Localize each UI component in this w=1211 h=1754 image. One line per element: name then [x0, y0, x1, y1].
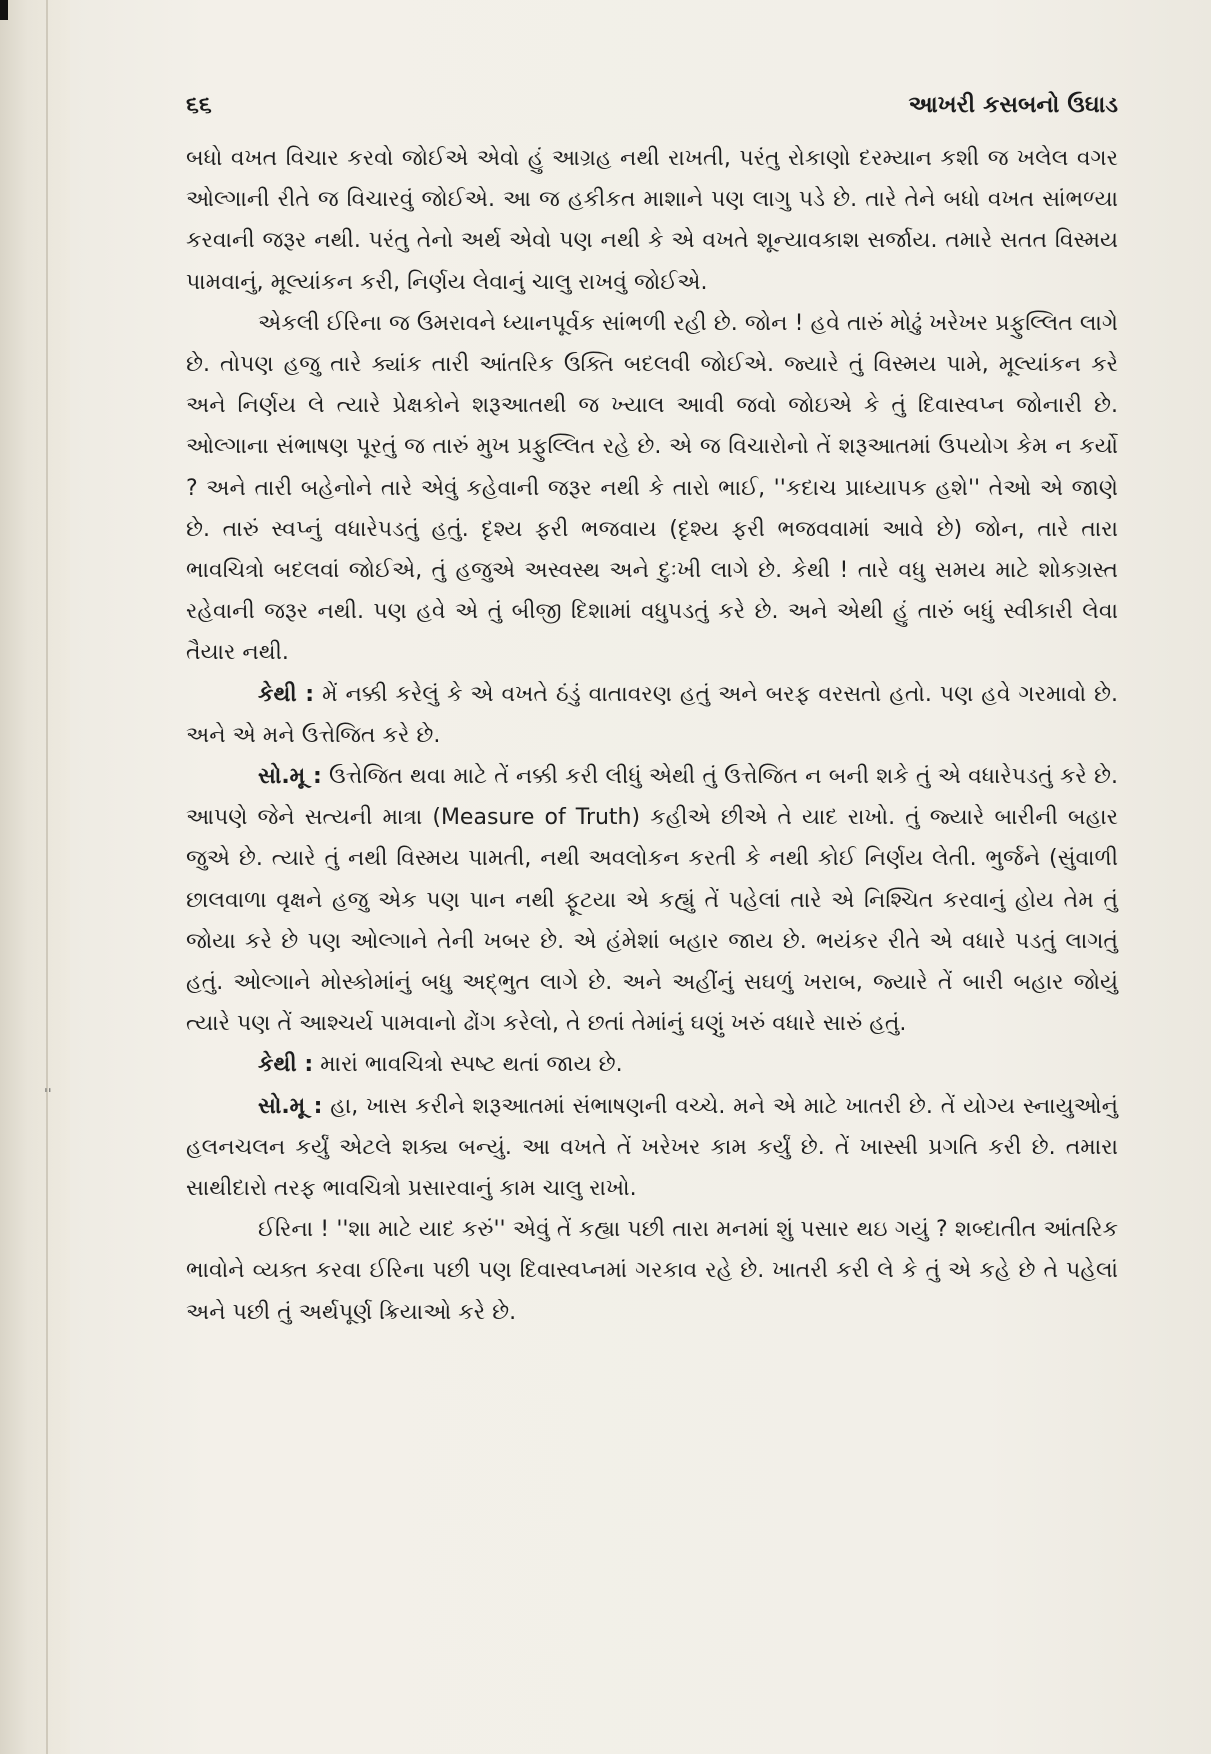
dialogue-text: હા, ખાસ કરીને શરૂઆતમાં સંભાષણની વચ્ચે. મને એ માટે ખાતરી છે. તેં યોગ્ય સ્નાયુઓનું હલનચલન કર્યું એટલે શક્ય બન્યું. આ વખતે તેં ખરેખર કામ કર્યું છે. તેં ખાસ્સી પ્રગતિ કરી છે. તમારા સાથીદારો તરફ ભાવચિત્રો પ્રસારવાનું કામ ચાલુ રાખો. — [186, 1093, 1118, 1202]
dialogue-paragraph — [186, 1086, 1118, 1210]
paragraph-text: ઈરિના ! ''શા માટે યાદ કરું'' એવું તેં કહ્યા પછી તારા મનમાં શું પસાર થઇ ગયું ? શબ્દાતીત આંતરિક ભાવોને વ્યક્ત કરવા ઈરિના પછી પણ દિવાસ્વપ્નમાં ગરકાવ રહે છે. ખાતરી કરી લે કે તું એ કહે છે તે પહેલાં અને પછી તું અર્થપૂર્ણ ક્રિયાઓ કરે છે. — [186, 1217, 1118, 1325]
speaker-name: કેથી : — [258, 1052, 314, 1078]
dialogue-text: મેં નક્કી કરેલું કે એ વખતે ઠંડું વાતાવરણ હતું અને બરફ વરસતો હતો. પણ હવે ગરમાવો છે. અને એ મને ઉત્તેજિત કરે છે. — [186, 681, 1118, 748]
body-text — [186, 138, 1118, 1333]
speaker-name: સો.મૂ : — [258, 764, 322, 790]
paragraph — [186, 138, 1118, 303]
paragraph — [186, 1209, 1118, 1333]
page-edge-line — [46, 0, 48, 1754]
paragraph-text: એકલી ઈરિના જ ઉમરાવને ધ્યાનપૂર્વક સાંભળી રહી છે. જોન ! હવે તારું મોઢું ખરેખર પ્રફુલ્લિત લાગે છે. તોપણ હજુ તારે ક્યાંક તારી આંતરિક ઉક્તિ બદલવી જોઈએ. જ્યારે તું વિસ્મય પામે, મૂલ્યાંકન કરે અને નિર્ણય લે ત્યારે પ્રેક્ષકોને શરૂઆતથી જ ખ્યાલ આવી જવો જોઇએ કે તું દિવાસ્વપ્ન જોનારી છે. ઓલ્ગાના સંભાષણ પૂરતું જ તારું મુખ પ્રફુલ્લિત રહે છે. એ જ વિચારોનો તેં શરૂઆતમાં ઉપયોગ કેમ ન કર્યો ? અને તારી બહેનોને તારે એવું કહેવાની જરૂર નથી કે તારો ભાઈ, ''કદાચ પ્રાધ્યાપક હશે'' તેઓ એ જાણે છે. તારું સ્વપ્નું વધારેપડતું હતું. દૃશ્ય ફરી ભજવાય (દૃશ્ય ફરી ભજવવામાં આવે છે) જોન, તારે તારા ભાવચિત્રો બદલવાં જોઈએ, તું હજુએ અસ્વસ્થ અને દુઃખી લાગે છે. કેથી ! તારે વધુ સમય માટે શોકગ્રસ્ત રહેવાની જરૂર નથી. પણ હવે એ તું બીજી દિશામાં વધુપડતું કરે છે. અને એથી હું તારું બધું સ્વીકારી લેવા તૈયાર નથી. — [186, 310, 1118, 666]
paragraph-text: બધો વખત વિચાર કરવો જોઈએ એવો હું આગ્રહ નથી રાખતી, પરંતુ રોકાણો દરમ્યાન કશી જ ખલેલ વગર ઓલ્ગાની રીતે જ વિચારવું જોઈએ. આ જ હકીકત માશાને પણ લાગુ પડે છે. તારે તેને બધો વખત સાંભળ્યા કરવાની જરૂર નથી. પરંતુ તેનો અર્થ એવો પણ નથી કે એ વખતે શૂન્યાવકાશ સર્જાય. તમારે સતત વિસ્મય પામવાનું, મૂલ્યાંકન કરી, નિર્ણય લેવાનું ચાલુ રાખવું જોઈએ. — [186, 146, 1118, 295]
page-header — [186, 92, 1118, 132]
margin-mark: ˈˈ — [44, 1087, 52, 1103]
speaker-name: કેથી : — [258, 681, 315, 707]
dialogue-paragraph — [186, 1044, 1118, 1085]
corner-mark — [0, 0, 8, 20]
paragraph — [186, 303, 1118, 674]
page-number: ૬૬ — [186, 92, 212, 118]
dialogue-paragraph — [186, 674, 1118, 756]
dialogue-text: ઉત્તેજિત થવા માટે તેં નક્કી કરી લીધું એથી તું ઉત્તેજિત ન બની શકે તું એ વધારેપડતું કરે છે. આપણે જેને સત્યની માત્રા (Measure of Truth) કહીએ છીએ તે યાદ રાખો. તું જ્યારે બારીની બહાર જુએ છે. ત્યારે તું નથી વિસ્મય પામતી, નથી અવલોકન કરતી કે નથી કોઈ નિર્ણય લેતી. ભુર્જને (સુંવાળી છાલવાળા વૃક્ષને હજુ એક પણ પાન નથી ફૂટયા એ કહ્યું તેં પહેલાં તારે એ નિશ્ચિત કરવાનું હોય તેમ તું જોયા કરે છે પણ ઓલ્ગાને તેની ખબર છે. એ હંમેશાં બહાર જાય છે. ભયંકર રીતે એ વધારે પડતું લાગતું હતું. ઓલ્ગાને મોસ્કોમાંનું બધુ અદ્ભુત લાગે છે. અને અહીંનું સઘળું ખરાબ, જ્યારે તેં બારી બહાર જોયું ત્યારે પણ તેં આશ્ચર્ય પામવાનો ઢોંગ કરેલો, તે છતાં તેમાંનું ઘણું ખરું વધારે સારું હતું. — [186, 764, 1118, 1037]
dialogue-paragraph — [186, 756, 1118, 1044]
previous-page-edge — [0, 0, 70, 1754]
running-title: આખરી કસબનો ઉઘાડ — [908, 92, 1118, 118]
dialogue-text: મારાં ભાવચિત્રો સ્પષ્ટ થતાં જાય છે. — [313, 1052, 623, 1078]
speaker-name: સો.મૂ : — [258, 1093, 323, 1119]
